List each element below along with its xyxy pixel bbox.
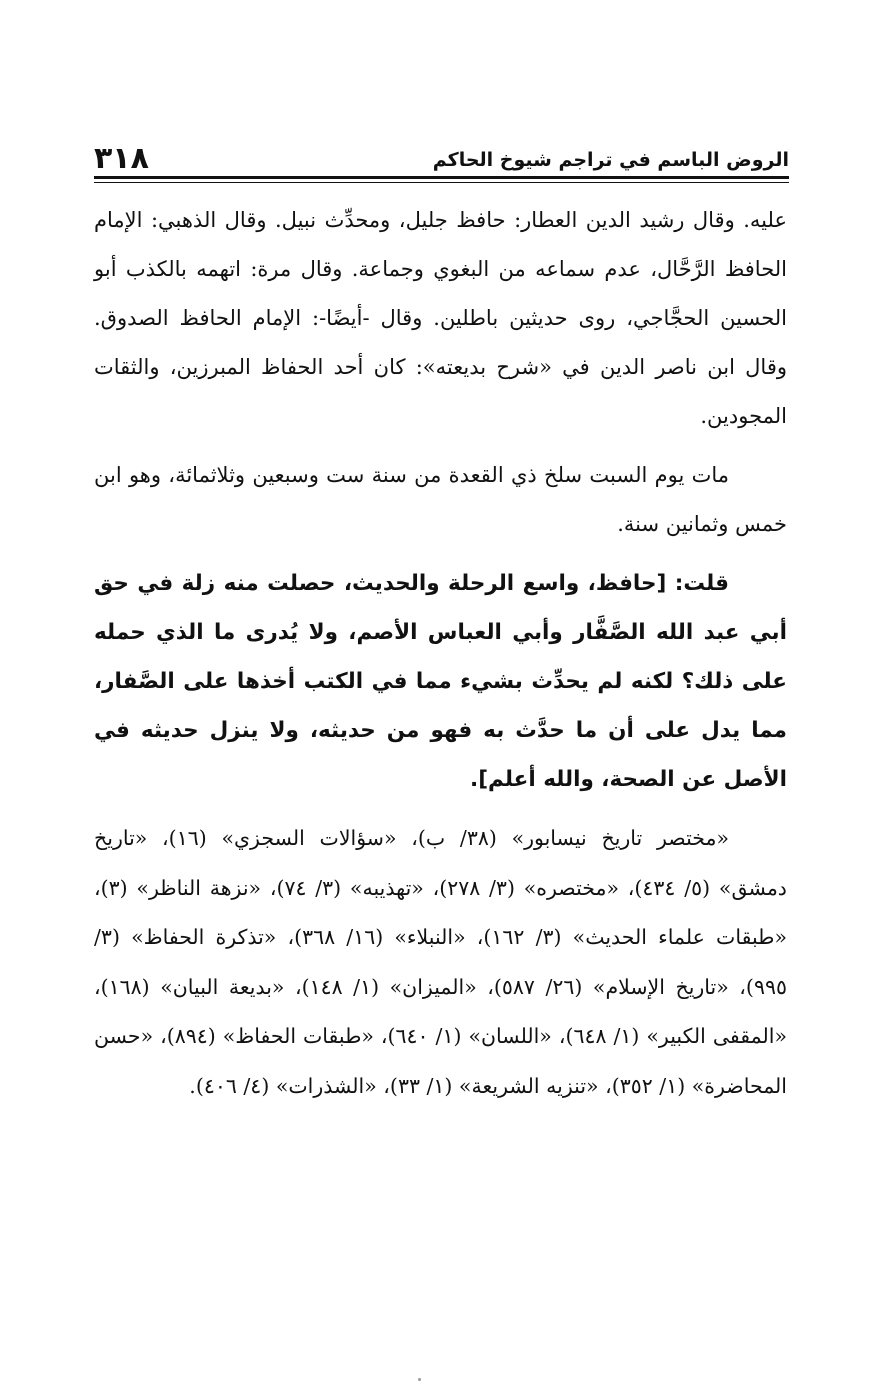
- header-rule-thin: [94, 182, 789, 183]
- page-number: ٣١٨: [94, 141, 149, 176]
- page-body: [94, 196, 787, 1111]
- scan-speck: [418, 1378, 421, 1381]
- running-title: الروض الباسم في تراجم شيوخ الحاكم: [432, 149, 789, 171]
- header-rule-thick: [94, 176, 789, 179]
- page-header: [94, 132, 789, 174]
- paragraph-sources: «مختصر تاريخ نيسابور» (٣٨/ ب)، «سؤالات السجزي» (١٦)، «تاريخ دمشق» (٥/ ٤٣٤)، «مختصره» (٣/ ٢٧٨)، «تهذيبه» (٣/ ٧٤)، «نزهة الناظر» (٣)، «طبقات علماء الحديث» (٣/ ١٦٢)، «النبلاء» (١٦/ ٣٦٨)، «تذكرة الحفاظ» (٣/ ٩٩٥)، «تاريخ الإسلام» (٢٦/ ٥٨٧)، «الميزان» (١/ ١٤٨)، «بديعة البيان» (١٦٨)، «المقفى الكبير» (١/ ٦٤٨)، «اللسان» (١/ ٦٤٠)، «طبقات الحفاظ» (٨٩٤)، «حسن المحاضرة» (١/ ٣٥٢)، «تنزيه الشريعة» (١/ ٣٣)، «الشذرات» (٤/ ٤٠٦).: [94, 826, 787, 1098]
- paragraph-author-note: قلت: [حافظ، واسع الرحلة والحديث، حصلت منه زلة في حق أبي عبد الله الصَّفَّار وأبي العباس الأصم، ولا يُدرى ما الذي حمله على ذلك؟ لكنه لم يحدِّث بشيء مما في الكتب أخذها على الصَّفار، مما يدل على أن ما حدَّث به فهو من حديثه، ولا ينزل حديثه في الأصل عن الصحة، والله أعلم].: [94, 571, 787, 792]
- paragraph-death: مات يوم السبت سلخ ذي القعدة من سنة ست وسبعين وثلاثمائة، وهو ابن خمس وثمانين سنة.: [94, 463, 787, 536]
- paragraph-biography: عليه. وقال رشيد الدين العطار: حافظ جليل، ومحدِّث نبيل. وقال الذهبي: الإمام الحافظ الرَّحَّال، عدم سماعه من البغوي وجماعة. وقال مرة: اتهمه بالكذب أبو الحسين الحجَّاجي، روى حديثين باطلين. وقال -أيضًا-: الإمام الحافظ الصدوق. وقال ابن ناصر الدين في «شرح بديعته»: كان أحد الحفاظ المبرزين، والثقات المجودين.: [94, 208, 787, 428]
